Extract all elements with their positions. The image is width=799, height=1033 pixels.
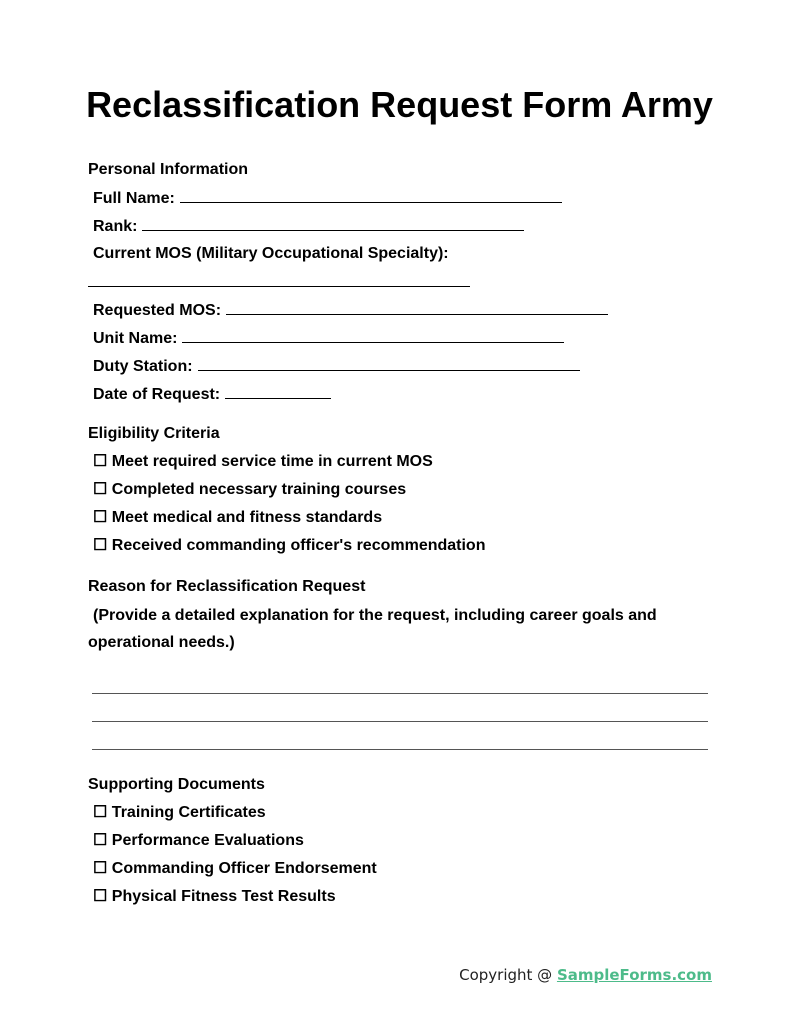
rank-row: [88, 212, 718, 240]
item-label: Completed necessary training courses: [111, 481, 407, 498]
rank-field[interactable]: [142, 212, 524, 231]
item-label: Received commanding officer's recommendation: [111, 537, 486, 554]
reason-instruction: (Provide a detailed explanation for the request, including career goals and operational needs.): [88, 607, 657, 651]
full-name-row: [88, 184, 718, 212]
checklist-item[interactable]: [88, 799, 718, 827]
copyright-text: Copyright @: [459, 966, 557, 984]
reason-line-2[interactable]: [92, 694, 708, 722]
item-label: Meet medical and fitness standards: [111, 509, 383, 526]
current-mos-field[interactable]: [88, 268, 470, 287]
date-of-request-row: [88, 380, 718, 408]
unit-name-field[interactable]: [182, 324, 564, 343]
page-title: Reclassification Request Form Army: [86, 84, 713, 125]
item-label: Training Certificates: [111, 804, 266, 821]
duty-station-field[interactable]: [198, 352, 580, 371]
reason-line-1[interactable]: [92, 666, 708, 694]
supporting-documents-section: [88, 771, 718, 911]
duty-station-row: [88, 352, 718, 380]
item-label: Meet required service time in current MOS: [111, 453, 433, 470]
section-heading: Supporting Documents: [88, 776, 265, 793]
checkbox-icon[interactable]: ☐: [93, 860, 108, 877]
section-heading: Personal Information: [88, 161, 249, 178]
personal-information-section: [88, 156, 718, 408]
requested-mos-field[interactable]: [226, 296, 608, 315]
requested-mos-row: [88, 296, 718, 324]
checklist-item[interactable]: [88, 883, 718, 911]
checkbox-icon[interactable]: ☐: [93, 481, 108, 498]
eligibility-section: [88, 420, 718, 560]
checkbox-icon[interactable]: ☐: [93, 537, 108, 554]
field-label: Current MOS (Military Occupational Specialty):: [93, 245, 449, 262]
current-mos-line-row: [88, 268, 718, 296]
checkbox-icon[interactable]: ☐: [93, 804, 108, 821]
footer-copyright: [459, 966, 712, 984]
section-heading: Eligibility Criteria: [88, 425, 220, 442]
current-mos-row: [88, 240, 718, 268]
checklist-item[interactable]: [88, 448, 718, 476]
checkbox-icon[interactable]: ☐: [93, 509, 108, 526]
reason-line-3[interactable]: [92, 722, 708, 750]
sampleforms-link[interactable]: SampleForms.com: [556, 966, 712, 984]
checklist-item[interactable]: [88, 532, 718, 560]
full-name-field[interactable]: [180, 184, 562, 203]
item-label: Commanding Officer Endorsement: [111, 860, 377, 877]
unit-name-row: [88, 324, 718, 352]
field-label: Duty Station:: [93, 358, 193, 375]
checklist-item[interactable]: [88, 476, 718, 504]
date-of-request-field[interactable]: [225, 380, 331, 399]
field-label: Date of Request:: [93, 386, 221, 403]
checklist-item[interactable]: [88, 827, 718, 855]
field-label: Requested MOS:: [93, 302, 222, 319]
checkbox-icon[interactable]: ☐: [93, 453, 108, 470]
field-label: Rank:: [93, 218, 138, 235]
section-heading: Reason for Reclassification Request: [88, 578, 366, 595]
reason-section: [88, 573, 718, 750]
field-label: Unit Name:: [93, 330, 178, 347]
field-label: Full Name:: [93, 190, 175, 207]
checkbox-icon[interactable]: ☐: [93, 888, 108, 905]
checklist-item[interactable]: [88, 855, 718, 883]
checkbox-icon[interactable]: ☐: [93, 832, 108, 849]
checklist-item[interactable]: [88, 504, 718, 532]
item-label: Performance Evaluations: [111, 832, 304, 849]
item-label: Physical Fitness Test Results: [111, 888, 336, 905]
